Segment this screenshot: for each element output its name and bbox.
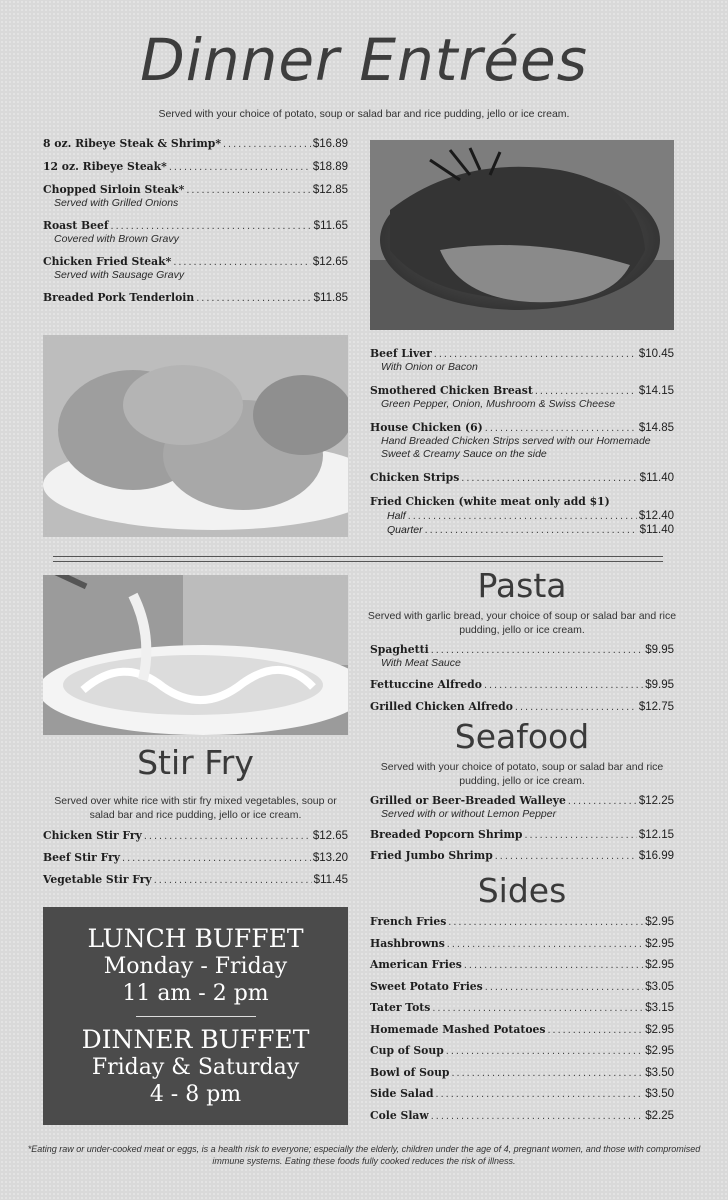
item-price: $12.15 [638,829,674,841]
menu-item [370,794,674,821]
item-price: $3.05 [645,980,674,993]
menu-item [370,347,674,374]
item-price: $2.95 [645,916,674,928]
fried-chicken-photo [43,335,348,537]
item-name: Fried Jumbo Shrimp [370,849,493,862]
entrees-right-list [370,347,674,537]
menu-item [370,643,674,670]
menu-item [370,958,674,972]
item-name: Grilled Chicken Alfredo [370,700,513,713]
item-name: French Fries [370,915,447,928]
item-price: $2.25 [645,1109,674,1122]
buffet-divider [136,1016,256,1017]
item-name: Cole Slaw [370,1108,429,1122]
menu-item [370,828,674,842]
menu-item [370,700,674,714]
item-name: Grilled or Beer-Breaded Walleye [370,794,566,807]
item-price: $11.40 [639,524,674,536]
seafood-list [370,794,674,863]
item-description: Served with Grilled Onions [54,197,179,209]
item-price: $10.45 [638,348,674,360]
item-price: $12.65 [312,256,348,268]
item-name: 12 oz. Ribeye Steak* [43,160,167,173]
item-name: Roast Beef [43,219,109,232]
menu-item [370,1087,674,1101]
item-name: Cup of Soup [370,1044,444,1057]
pasta-note: Served with garlic bread, your choice of soup or salad bar and rice pudding, jello or ice cream. [367,610,677,636]
item-price: $12.40 [638,510,674,522]
item-name: Homemade Mashed Potatoes [370,1022,546,1036]
item-price: $11.40 [639,472,674,484]
menu-item [370,471,674,485]
item-description: With Meat Sauce [381,657,461,669]
section-divider-bottom [53,561,663,562]
menu-item [43,829,348,843]
item-price: $3.50 [645,1088,674,1100]
menu-item [43,851,348,865]
section-divider-top [53,556,663,557]
item-name: Quarter [387,524,423,536]
item-name: Spaghetti [370,643,429,656]
item-price: $12.25 [638,795,674,807]
item-price: $9.95 [645,679,674,691]
item-name: Hashbrowns [370,936,445,950]
item-price: $16.99 [638,850,674,862]
item-price: $14.15 [638,385,674,397]
item-price: $14.85 [638,422,674,434]
menu-item [43,873,348,887]
item-price: $18.89 [312,161,348,173]
item-name: Chicken Fried Steak* [43,255,172,268]
health-warning-footnote: *Eating raw or under-cooked meat or eggs, is a health risk to everyone; especially the elderly, children under the age of 4, pregnant women, and those with compromised immune systems. Eating these foods fully cooked reduces the risk of illness. [27,1144,701,1166]
menu-item [370,915,674,929]
sides-heading: Sides [477,871,567,910]
menu-item [370,937,674,951]
item-name: Breaded Popcorn Shrimp [370,828,523,841]
menu-item [43,291,348,305]
item-price: $9.95 [645,644,674,656]
item-name: Bowl of Soup [370,1065,450,1079]
menu-item [370,384,674,411]
menu-title: Dinner Entrées [140,26,588,94]
menu-item [370,1109,674,1123]
item-price: $2.95 [645,1023,674,1036]
item-price: $11.85 [313,292,348,304]
item-price: $16.89 [312,138,348,150]
menu-item [43,160,348,174]
lunch-buffet-days: Monday - Friday [103,954,288,979]
menu-item [370,1001,674,1015]
sides-list [370,915,674,1123]
pasta-list [370,643,674,714]
entrees-left-list [43,137,348,305]
item-description: Covered with Brown Gravy [54,233,179,245]
item-name: Smothered Chicken Breast [370,384,533,397]
item-description: Served with Sausage Gravy [54,269,185,281]
item-name: Chicken Strips [370,471,460,484]
item-name: Chicken Stir Fry [43,829,142,842]
item-name: Breaded Pork Tenderloin [43,291,195,304]
seafood-heading: Seafood [454,717,590,756]
steak-photo [370,140,674,330]
menu-item [370,980,674,994]
menu-item [370,1066,674,1080]
item-name: Beef Liver [370,347,432,360]
item-name: Side Salad [370,1087,434,1100]
lunch-buffet-hours: 11 am - 2 pm [122,981,269,1006]
item-description: With Onion or Bacon [381,361,478,373]
item-price: $3.15 [645,1002,674,1014]
item-name: Vegetable Stir Fry [43,873,152,886]
item-name: Fried Chicken (white meat only add $1) [370,495,610,508]
menu-item [43,137,348,151]
seafood-note: Served with your choice of potato, soup or salad bar and rice pudding, jello or ice cream. [380,761,664,787]
item-price: $2.95 [645,1045,674,1057]
item-price: $13.20 [312,852,348,864]
menu-item [43,255,348,282]
item-name: Sweet Potato Fries [370,979,483,993]
item-description: Green Pepper, Onion, Mushroom & Swiss Cheese [381,398,616,410]
item-name: Tater Tots [370,1001,431,1014]
item-name: Chopped Sirloin Steak* [43,183,185,196]
stir-fry-heading: Stir Fry [137,743,254,782]
item-price: $2.95 [645,959,674,971]
dinner-buffet-title: DINNER BUFFET [81,1025,310,1054]
entrees-note: Served with your choice of potato, soup or salad bar and rice pudding, jello or ice cream. [158,108,570,120]
item-price: $12.75 [638,701,674,713]
dinner-buffet-hours: 4 - 8 pm [149,1082,242,1107]
pasta-photo [43,575,348,735]
menu-item [370,1023,674,1037]
item-name: Beef Stir Fry [43,851,121,864]
item-price: $12.85 [312,184,348,196]
menu-item [370,849,674,863]
item-price: $3.50 [645,1066,674,1079]
item-name: 8 oz. Ribeye Steak & Shrimp* [43,137,221,150]
item-name: Half [387,510,406,522]
menu-item [370,1044,674,1058]
lunch-buffet-title: LUNCH BUFFET [87,924,304,953]
item-name: House Chicken (6) [370,421,483,434]
item-name: American Fries [370,958,462,971]
stir-fry-note: Served over white rice with stir fry mixed vegetables, soup or salad bar and rice pudding, jello or ice cream. [54,795,337,821]
item-price: $11.65 [313,220,348,232]
item-description: Served with or without Lemon Pepper [381,808,557,820]
menu-item [370,421,674,461]
item-price: $12.65 [312,830,348,842]
item-price: $2.95 [645,937,674,950]
dinner-buffet-days: Friday & Saturday [91,1055,300,1080]
menu-item [43,219,348,246]
item-description: Hand Breaded Chicken Strips served with our Homemade Sweet & Creamy Sauce on the side [381,435,651,460]
menu-item [43,183,348,210]
menu-item [370,495,674,537]
pasta-heading: Pasta [477,566,567,605]
item-name: Fettuccine Alfredo [370,678,482,691]
item-price: $11.45 [313,874,348,886]
buffet-panel [43,907,348,1125]
stir-fry-list [43,829,348,887]
menu-item [370,678,674,692]
